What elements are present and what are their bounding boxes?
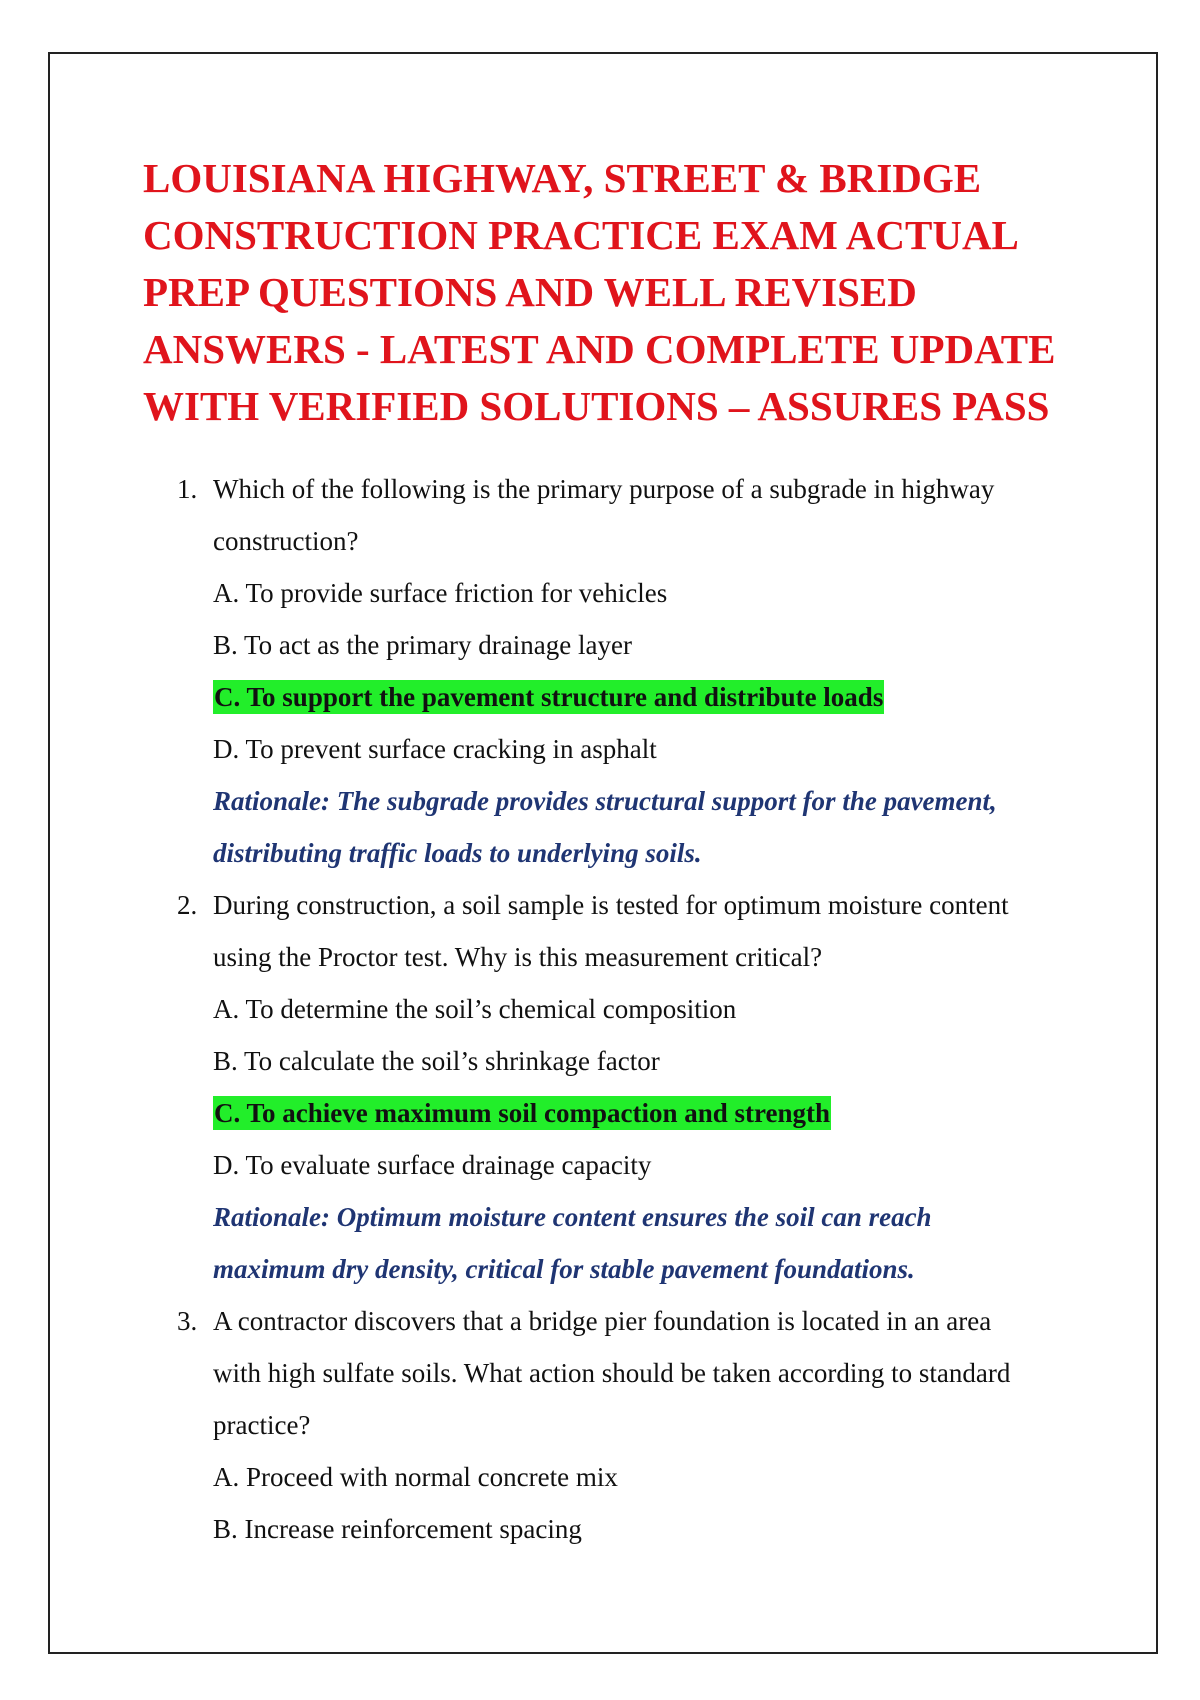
answer-option-a: A. To provide surface friction for vehicles [213,578,668,608]
question-stem-text: During construction, a soil sample is tested for optimum moisture content [213,890,1009,920]
question-stem-continued: practice? [213,1410,311,1440]
question-number: 1. [177,474,198,504]
question-stem [177,879,1057,931]
question-3 [177,1295,1057,1555]
question-2 [177,879,1057,1295]
rationale: Rationale: The subgrade provides structural support for the pavement, [213,786,997,816]
question-stem-text: Which of the following is the primary purpose of a subgrade in highway [213,474,995,504]
question-stem-continued: construction? [213,526,359,556]
correct-answer-highlight: C. To support the pavement structure and distribute loads [214,682,884,712]
title-line: CONSTRUCTION PRACTICE EXAM ACTUAL [143,212,1019,258]
question-stem-continued: using the Proctor test. Why is this measurement critical? [213,942,823,972]
answer-option-c-correct [177,1087,1057,1139]
question-number: 3. [177,1306,198,1336]
answer-option-b: B. To calculate the soil’s shrinkage factor [213,1046,660,1076]
answer-option-d: D. To evaluate surface drainage capacity [213,1150,652,1180]
question-stem [177,463,1057,515]
title-line: PREP QUESTIONS AND WELL REVISED [143,269,917,315]
answer-option-d: D. To prevent surface cracking in asphalt [213,734,657,764]
question-stem-continued: with high sulfate soils. What action should be taken according to standard [213,1358,1011,1388]
question-stem [177,1295,1057,1347]
question-1 [177,463,1057,879]
rationale-continued: maximum dry density, critical for stable pavement foundations. [213,1254,915,1284]
document-title [143,150,1083,435]
answer-option-a: A. To determine the soil’s chemical composition [213,994,737,1024]
answer-option-b: B. Increase reinforcement spacing [213,1514,582,1544]
answer-option-c-correct [177,671,1057,723]
question-number: 2. [177,890,198,920]
question-list [177,463,1057,1555]
title-line: ANSWERS - LATEST AND COMPLETE UPDATE [143,326,1056,372]
rationale-continued: distributing traffic loads to underlying soils. [213,838,702,868]
answer-option-a: A. Proceed with normal concrete mix [213,1462,618,1492]
title-line: WITH VERIFIED SOLUTIONS – ASSURES PASS [143,383,1050,429]
answer-option-b: B. To act as the primary drainage layer [213,630,632,660]
rationale: Rationale: Optimum moisture content ensures the soil can reach [213,1202,932,1232]
question-stem-text: A contractor discovers that a bridge pier foundation is located in an area [213,1306,992,1336]
title-line: LOUISIANA HIGHWAY, STREET & BRIDGE [143,155,982,201]
correct-answer-highlight: C. To achieve maximum soil compaction and strength [214,1098,831,1128]
